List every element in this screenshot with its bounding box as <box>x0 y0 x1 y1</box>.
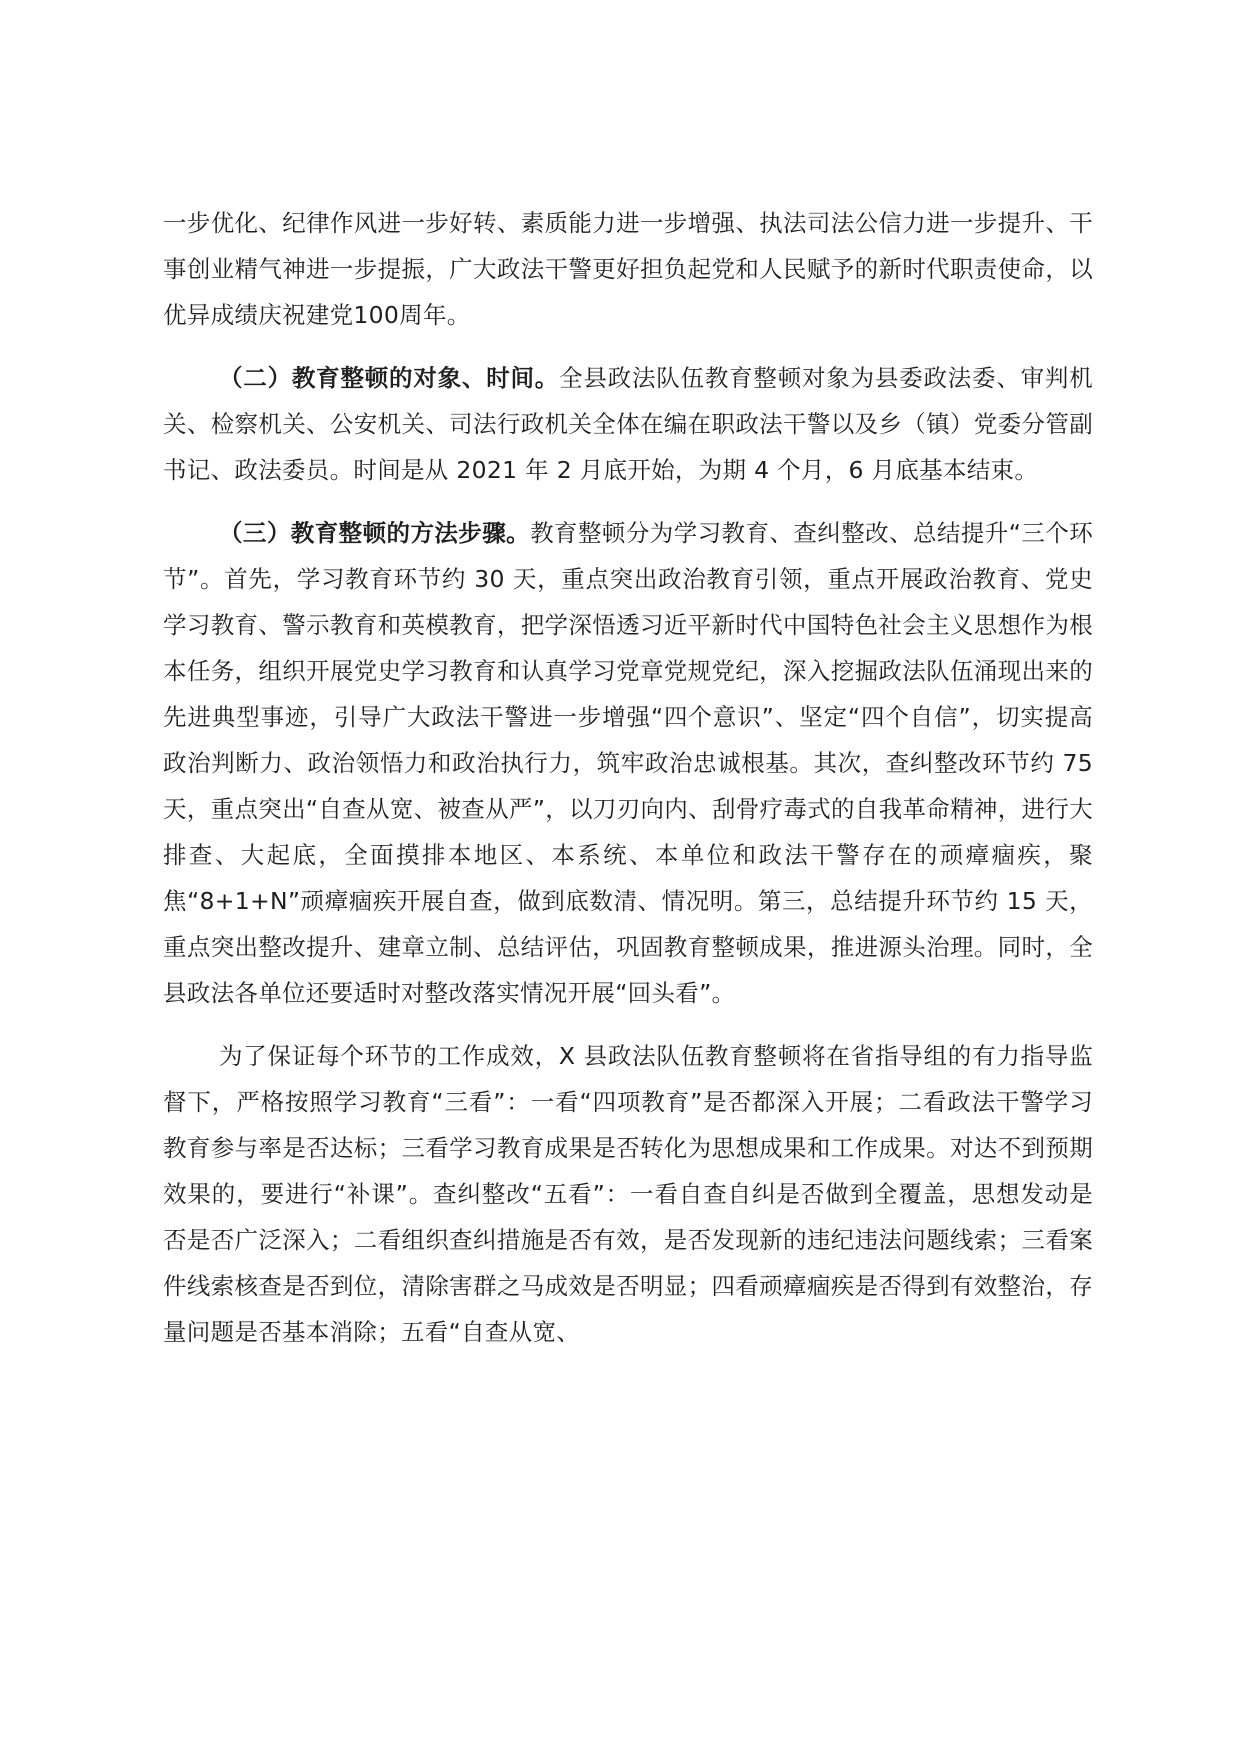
paragraph-work-effect <box>163 1033 1093 1355</box>
document-body <box>163 200 1093 1372</box>
paragraph-text: 一步优化、纪律作风进一步好转、素质能力进一步增强、执法司法公信力进一步提升、干事创业精气神进一步提振，广大政法干警更好担负起党和人民赋予的新时代职责使命，以优异成绩庆祝建党100周年。 <box>163 209 1093 329</box>
paragraph-section-3 <box>163 510 1093 1016</box>
paragraph-text: 全县政法队伍教育整顿对象为县委政法委、审判机关、检察机关、公安机关、司法行政机关全体在编在职政法干警以及乡（镇）党委分管副书记、政法委员。时间是从 2021 年 2 月底开始，为期 4 个月，6 月底基本结束。 <box>163 364 1093 484</box>
section-heading: （三）教育整顿的方法步骤。 <box>219 519 531 547</box>
paragraph-text: 为了保证每个环节的工作成效，X 县政法队伍教育整顿将在省指导组的有力指导监督下，严格按照学习教育“三看”：一看“四项教育”是否都深入开展；二看政法干警学习教育参与率是否达标；三看学习教育成果是否转化为思想成果和工作成果。对达不到预期效果的，要进行“补课”。查纠整改“五看”：一看自查自纠是否做到全覆盖，思想发动是否是否广泛深入；二看组织查纠措施是否有效，是否发现新的违纪违法问题线索；三看案件线索核查是否到位，清除害群之马成效是否明显；四看顽瘴痼疾是否得到有效整治，存量问题是否基本消除；五看“自查从宽、 <box>163 1042 1093 1346</box>
paragraph-text: 教育整顿分为学习教育、查纠整改、总结提升“三个环节”。首先，学习教育环节约 30 天，重点突出政治教育引领，重点开展政治教育、党史学习教育、警示教育和英模教育，把学深悟透习近平新时代中国特色社会主义思想作为根本任务，组织开展党史学习教育和认真学习党章党规党纪，深入挖掘政法队伍涌现出来的先进典型事迹，引导广大政法干警进一步增强“四个意识”、坚定“四个自信”，切实提高政治判断力、政治领悟力和政治执行力，筑牢政治忠诚根基。其次，查纠整改环节约 75 天，重点突出“自查从宽、被查从严”，以刀刃向内、刮骨疗毒式的自我革命精神，进行大排查、大起底，全面摸排本地区、本系统、本单位和政法干警存在的顽瘴痼疾，聚焦“8+1+N”顽瘴痼疾开展自查，做到底数清、情况明。第三，总结提升环节约 15 天，重点突出整改提升、建章立制、总结评估，巩固教育整顿成果，推进源头治理。同时，全县政法各单位还要适时对整改落实情况开展“回头看”。 <box>163 519 1093 1007</box>
paragraph-continuation <box>163 200 1093 338</box>
section-heading: （二）教育整顿的对象、时间。 <box>219 364 560 392</box>
paragraph-section-2 <box>163 355 1093 493</box>
